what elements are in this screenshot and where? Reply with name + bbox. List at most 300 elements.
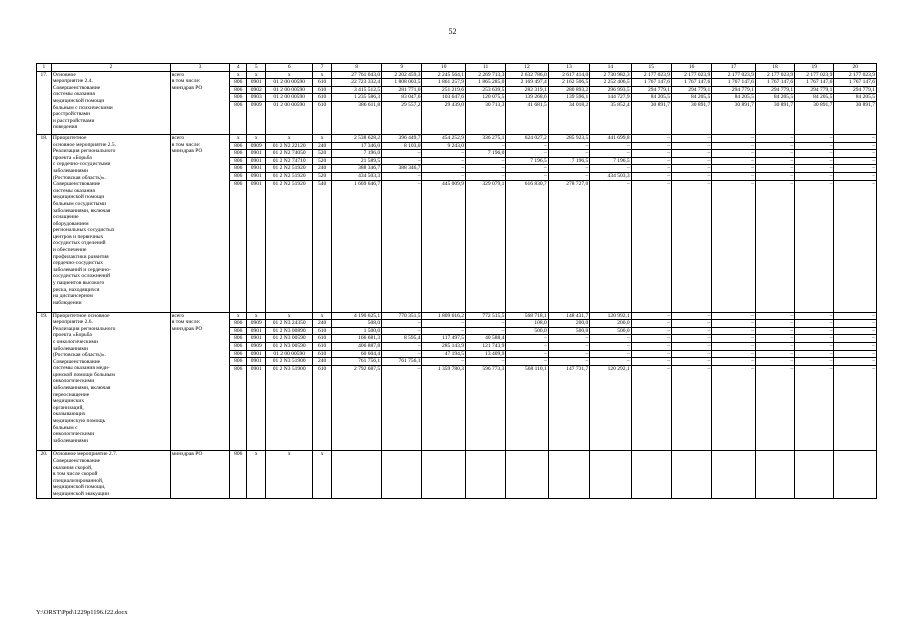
amount-cell: 2 177 023,9 <box>631 71 671 79</box>
amount-cell: 294 779,1 <box>712 86 756 94</box>
amount-cell: 624 027,2 <box>506 134 548 142</box>
measure-name-line: оказывающих <box>52 411 86 418</box>
measure-name <box>51 312 170 451</box>
amount-cell: – <box>382 150 422 158</box>
amount-cell: 2 538 628,2 <box>332 134 382 142</box>
amount-cell: 30 713,3 <box>465 101 505 134</box>
budget-code-cell: 610 <box>313 94 332 102</box>
budget-code-cell: 806 <box>230 350 247 358</box>
amount-cell: – <box>548 142 589 150</box>
amount-cell: – <box>631 150 671 158</box>
budget-code-cell: x <box>230 71 247 79</box>
amount-cell: – <box>834 134 877 142</box>
amount-cell: 294 779,1 <box>834 86 877 94</box>
amount-cell: – <box>712 150 756 158</box>
amount-cell: – <box>631 320 671 328</box>
amount-cell: 282 319,1 <box>506 86 548 94</box>
budget-code-cell: 01 2 N2 51920 <box>266 165 313 173</box>
amount-cell <box>506 451 548 498</box>
budget-code-cell: 01 2 N3 00590 <box>266 335 313 343</box>
amount-cell: 441 699,8 <box>590 134 631 142</box>
column-number-cell: 5 <box>247 64 266 72</box>
column-number-cell: 10 <box>422 64 466 72</box>
amount-cell: – <box>631 312 671 320</box>
budget-code-cell: 610 <box>313 86 332 94</box>
amount-cell: – <box>795 335 834 343</box>
amount-cell: – <box>795 180 834 312</box>
amount-cell: 144 727,9 <box>590 94 631 102</box>
amount-cell: – <box>590 180 631 312</box>
budget-code-cell: 806 <box>230 180 247 312</box>
amount-cell: 2 245 564,1 <box>422 71 466 79</box>
measure-name-line: заболеваниями <box>52 167 88 174</box>
amount-cell: 7 196,0 <box>465 150 505 158</box>
amount-cell: – <box>631 172 671 180</box>
amount-cell: 1 865 285,0 <box>465 79 505 87</box>
amount-cell: – <box>631 142 671 150</box>
amount-cell: 2 177 023,9 <box>795 71 834 79</box>
amount-cell: – <box>506 335 548 343</box>
budget-code-cell: x <box>247 71 266 79</box>
amount-cell: 2 202 459,3 <box>382 71 422 79</box>
measure-name-line: Совершенствование <box>52 84 101 91</box>
budget-code-cell: 610 <box>313 101 332 134</box>
amount-cell: – <box>422 320 466 328</box>
amount-cell: – <box>755 342 794 350</box>
budget-code-cell: x <box>266 134 313 142</box>
executor-line: всего <box>171 71 185 78</box>
amount-cell: – <box>465 142 505 150</box>
amount-cell: – <box>671 134 711 142</box>
budget-code-cell: 01 2 N3 00890 <box>266 327 313 335</box>
amount-cell: 616 830,7 <box>506 180 548 312</box>
measure-name-line: в том числе скорой <box>52 471 98 478</box>
amount-cell: 27 761 043,0 <box>332 71 382 79</box>
amount-cell: – <box>631 342 671 350</box>
amount-cell: 120 075,5 <box>465 94 505 102</box>
amount-cell: – <box>834 358 877 366</box>
amount-cell: – <box>755 358 794 366</box>
amount-cell: – <box>671 180 711 312</box>
budget-code-cell: 0909 <box>247 101 266 134</box>
budget-code-cell: 610 <box>313 79 332 87</box>
amount-cell: 1 500,0 <box>332 327 382 335</box>
amount-cell: 2 177 023,9 <box>712 71 756 79</box>
amount-cell: 1 767 147,6 <box>834 79 877 87</box>
budget-code-cell: 01 2 N3 51900 <box>266 365 313 451</box>
amount-cell: – <box>712 320 756 328</box>
table-row <box>37 71 877 79</box>
amount-cell: 166 681,3 <box>332 335 382 343</box>
amount-cell: – <box>795 165 834 173</box>
measure-name-line: наблюдении <box>52 299 82 306</box>
amount-cell: – <box>712 172 756 180</box>
measure-name-line: заболеваниями, включая <box>52 385 111 392</box>
column-number-cell: 16 <box>671 64 711 72</box>
amount-cell: – <box>834 350 877 358</box>
amount-cell: 1 767 147,6 <box>755 79 794 87</box>
executor-line: всего <box>171 312 185 319</box>
budget-code-cell: 806 <box>230 157 247 165</box>
measure-name-line: больным сосудистыми <box>52 200 106 207</box>
budget-code-cell: 520 <box>313 150 332 158</box>
amount-cell: 22 723 332,4 <box>332 79 382 87</box>
measure-name-line: профилактики развития <box>52 253 109 260</box>
amount-cell: – <box>712 342 756 350</box>
measure-name-line: у пациентов высокого <box>52 280 105 287</box>
amount-cell: – <box>834 335 877 343</box>
measure-name-line: системы оказания <box>52 187 95 194</box>
amount-cell: 1 861 257,9 <box>422 79 466 87</box>
budget-code-cell: 01 2 00 00590 <box>266 101 313 134</box>
amount-cell: – <box>795 342 834 350</box>
column-number-cell: 9 <box>382 64 422 72</box>
amount-cell: – <box>590 150 631 158</box>
amount-cell: – <box>548 150 589 158</box>
budget-code-cell: x <box>266 71 313 79</box>
amount-cell: 120 292,1 <box>590 365 631 451</box>
amount-cell: 30 891,7 <box>795 101 834 134</box>
amount-cell: 2 162 506,5 <box>548 79 589 87</box>
amount-cell: – <box>631 350 671 358</box>
amount-cell: – <box>671 350 711 358</box>
table-row <box>37 134 877 142</box>
amount-cell <box>671 451 711 498</box>
amount-cell: 83 047,6 <box>382 94 422 102</box>
budget-code-cell: 0901 <box>247 157 266 165</box>
budget-code-cell: 01 2 N2 51920 <box>266 180 313 312</box>
amount-cell: 500,0 <box>590 327 631 335</box>
amount-cell: – <box>755 172 794 180</box>
executor-line: минздрав РО <box>171 148 203 155</box>
measure-name-line: мероприятие 2.6. <box>52 319 93 326</box>
amount-cell: – <box>712 180 756 312</box>
column-number-cell: 20 <box>834 64 877 72</box>
measure-name-line: (Ростовская область)». <box>52 174 106 181</box>
budget-code-cell: 520 <box>313 172 332 180</box>
amount-cell: – <box>631 134 671 142</box>
measure-name-line: больным с <box>52 424 78 431</box>
amount-cell: – <box>834 150 877 158</box>
budget-code-cell: 806 <box>230 79 247 87</box>
measure-name-line: основное мероприятие 2.5. <box>52 141 117 148</box>
amount-cell: 147 731,7 <box>548 365 589 451</box>
column-number-cell: 15 <box>631 64 671 72</box>
amount-cell: 596 773,3 <box>465 365 505 451</box>
budget-code-cell: 806 <box>230 94 247 102</box>
measure-name-line: расстройствами <box>52 111 91 118</box>
amount-cell: 336 275,1 <box>465 134 505 142</box>
budget-code-cell: 01 2 00 00590 <box>266 79 313 87</box>
amount-cell: 84 205,5 <box>834 94 877 102</box>
amount-cell <box>382 451 422 498</box>
amount-cell: 508,0 <box>332 320 382 328</box>
measure-name-line: поведения <box>52 124 78 131</box>
amount-cell: – <box>755 335 794 343</box>
budget-code-cell: 01 2 N3 24350 <box>266 320 313 328</box>
measure-name-line: больным с психическими <box>52 104 113 111</box>
measure-name-line: медицинской помощи <box>52 97 105 104</box>
budget-code-cell: 240 <box>313 165 332 173</box>
amount-cell: – <box>712 335 756 343</box>
amount-cell: 29 557,2 <box>382 101 422 134</box>
amount-cell <box>834 451 877 498</box>
measure-name-line: заболеваниями, включая <box>52 207 111 214</box>
amount-cell: 329 079,1 <box>465 180 505 312</box>
amount-cell: 2 177 023,9 <box>755 71 794 79</box>
measure-name-line: организаций, <box>52 404 84 411</box>
amount-cell <box>712 451 756 498</box>
measure-name <box>51 71 170 134</box>
amount-cell: 388 346,7 <box>332 165 382 173</box>
amount-cell: 3 415 512,5 <box>332 86 382 94</box>
amount-cell: – <box>465 320 505 328</box>
amount-cell: 40 588,4 <box>465 335 505 343</box>
amount-cell: – <box>506 165 548 173</box>
measure-name-line: сердечно-сосудистых <box>52 260 104 267</box>
amount-cell: 200,0 <box>590 320 631 328</box>
amount-cell: – <box>671 335 711 343</box>
budget-code-cell: 806 <box>230 86 247 94</box>
executor-line: в том числе: <box>171 78 201 85</box>
column-number-cell: 8 <box>332 64 382 72</box>
amount-cell: – <box>795 134 834 142</box>
amount-cell: – <box>382 342 422 350</box>
amount-cell: 388 346,7 <box>382 165 422 173</box>
amount-cell: 84 205,5 <box>631 94 671 102</box>
amount-cell: – <box>834 172 877 180</box>
amount-cell: – <box>795 142 834 150</box>
amount-cell: 8 103,0 <box>382 142 422 150</box>
amount-cell: 29 439,0 <box>422 101 466 134</box>
amount-cell: – <box>755 157 794 165</box>
measure-name-line: Основное <box>52 71 76 78</box>
budget-code-cell: x <box>313 312 332 320</box>
budget-code-cell: 610 <box>313 350 332 358</box>
measure-name-line: с сердечно-сосудистыми <box>52 161 111 168</box>
amount-cell: 296 993,5 <box>590 86 631 94</box>
amount-cell: 500,0 <box>506 327 548 335</box>
measure-name-line: с онкологическими <box>52 338 98 345</box>
amount-cell: – <box>755 180 794 312</box>
executor-line: минздрав РО <box>171 451 203 458</box>
amount-cell: 1 767 147,6 <box>671 79 711 87</box>
budget-code-cell: x <box>266 312 313 320</box>
amount-cell: 500,0 <box>548 327 589 335</box>
amount-cell: 294 779,1 <box>755 86 794 94</box>
amount-cell: – <box>548 358 589 366</box>
measure-name-line: медицинских <box>52 398 85 405</box>
budget-code-cell: 610 <box>313 335 332 343</box>
executor-cell <box>170 71 229 134</box>
amount-cell: – <box>712 134 756 142</box>
budget-code-cell: x <box>247 451 266 498</box>
amount-cell: 30 891,7 <box>755 101 794 134</box>
amount-cell: 253 639,5 <box>465 86 505 94</box>
executor-line: минздрав РО <box>171 325 203 332</box>
amount-cell: 454 252,9 <box>422 134 466 142</box>
measure-name-line: Совершенствование <box>52 458 101 465</box>
amount-cell: – <box>755 165 794 173</box>
amount-cell: – <box>465 172 505 180</box>
amount-cell: 9 243,0 <box>422 142 466 150</box>
measure-name-line: заболеваниями <box>52 437 88 444</box>
amount-cell: – <box>712 165 756 173</box>
amount-cell: 2 177 023,9 <box>671 71 711 79</box>
amount-cell <box>755 451 794 498</box>
budget-code-cell: 806 <box>230 142 247 150</box>
amount-cell: – <box>834 142 877 150</box>
column-number-cell: 18 <box>755 64 794 72</box>
amount-cell: – <box>506 358 548 366</box>
amount-cell: – <box>755 142 794 150</box>
amount-cell: 434 503,3 <box>590 172 631 180</box>
amount-cell: 13 409,9 <box>465 350 505 358</box>
measure-name-line: региональных сосудистых <box>52 227 115 234</box>
amount-cell <box>795 451 834 498</box>
amount-cell: – <box>631 157 671 165</box>
amount-cell: – <box>712 142 756 150</box>
budget-code-cell: 806 <box>230 342 247 350</box>
budget-code-cell: 01 2 00 00590 <box>266 94 313 102</box>
amount-cell: – <box>834 365 877 451</box>
amount-cell <box>332 451 382 498</box>
measure-name-line: медицинскую помощь <box>52 418 106 425</box>
amount-cell: – <box>590 142 631 150</box>
amount-cell: 280 893,2 <box>548 86 589 94</box>
measure-name-line: онкологическими <box>52 431 95 438</box>
amount-cell: – <box>506 350 548 358</box>
amount-cell: – <box>795 150 834 158</box>
amount-cell: – <box>548 172 589 180</box>
footer-path: Y:\ORST\Ppd\1229p1196.f22.docx <box>36 609 128 616</box>
measure-name-line: сосудистых отделений <box>52 240 106 247</box>
amount-cell: – <box>422 150 466 158</box>
budget-table <box>36 63 877 499</box>
amount-cell: – <box>834 180 877 312</box>
measure-name-line: Совершенствование <box>52 181 101 188</box>
measure-name-line: медицинской эвакуации <box>52 491 110 498</box>
measure-name-line: специализированной, <box>52 477 104 484</box>
budget-code-cell: x <box>247 312 266 320</box>
budget-code-cell: 806 <box>230 150 247 158</box>
budget-code-cell: 0901 <box>247 358 266 366</box>
amount-cell: – <box>795 327 834 335</box>
budget-code-cell: 240 <box>313 320 332 328</box>
amount-cell: – <box>834 327 877 335</box>
column-number-cell: 3 <box>170 64 229 72</box>
amount-cell: – <box>548 165 589 173</box>
amount-cell: 103 647,6 <box>422 94 466 102</box>
amount-cell: – <box>834 342 877 350</box>
amount-cell: – <box>671 320 711 328</box>
amount-cell <box>422 451 466 498</box>
amount-cell: – <box>422 172 466 180</box>
budget-code-cell: x <box>230 134 247 142</box>
amount-cell: – <box>465 358 505 366</box>
amount-cell: 35 852,4 <box>590 101 631 134</box>
budget-code-cell: 01 2 N3 51900 <box>266 358 313 366</box>
column-number-cell: 1 <box>37 64 52 72</box>
amount-cell: – <box>422 327 466 335</box>
executor-cell <box>170 134 229 312</box>
amount-cell: 406 887,8 <box>332 342 382 350</box>
amount-cell: 294 779,1 <box>671 86 711 94</box>
budget-code-cell: 0903 <box>247 94 266 102</box>
budget-code-cell: 01 2 N2 51920 <box>266 172 313 180</box>
amount-cell: – <box>590 342 631 350</box>
amount-cell: 1 669 646,7 <box>332 180 382 312</box>
measure-name-line: заболеваний и сердечно- <box>52 266 111 273</box>
budget-code-cell: 0901 <box>247 335 266 343</box>
budget-code-cell: 806 <box>230 165 247 173</box>
budget-code-cell: 806 <box>230 358 247 366</box>
measure-name-line: системы оказания <box>52 91 95 98</box>
executor-line: всего <box>171 134 185 141</box>
amount-cell: – <box>712 312 756 320</box>
amount-cell: – <box>671 142 711 150</box>
amount-cell: 30 891,7 <box>834 101 877 134</box>
amount-cell: 2 169 497,4 <box>506 79 548 87</box>
measure-name <box>51 134 170 312</box>
amount-cell: – <box>631 335 671 343</box>
amount-cell: 84 205,5 <box>671 94 711 102</box>
budget-code-cell: x <box>313 134 332 142</box>
column-number-cell: 6 <box>266 64 313 72</box>
measure-name-line: оказания скорой, <box>52 464 93 471</box>
amount-cell: 285 143,9 <box>422 342 466 350</box>
amount-cell: 568 110,1 <box>506 365 548 451</box>
budget-code-cell: 0909 <box>247 320 266 328</box>
amount-cell: – <box>755 134 794 142</box>
amount-cell: – <box>422 358 466 366</box>
amount-cell: – <box>795 312 834 320</box>
column-number-cell: 7 <box>313 64 332 72</box>
amount-cell: 200,0 <box>548 320 589 328</box>
amount-cell: – <box>795 365 834 451</box>
row-number: 20. <box>37 451 52 498</box>
measure-name-line: проекта «Борьба <box>52 332 92 339</box>
amount-cell: – <box>382 327 422 335</box>
amount-cell: – <box>671 165 711 173</box>
budget-code-cell: 01 2 N2 22120 <box>266 142 313 150</box>
measure-name-line: Реализация регионального <box>52 148 116 155</box>
measure-name-line: центров и первичных <box>52 233 104 240</box>
measure-name-line: оборудованием <box>52 220 89 227</box>
amount-cell: – <box>465 157 505 165</box>
budget-code-cell: 0901 <box>247 350 266 358</box>
amount-cell: – <box>465 165 505 173</box>
amount-cell: – <box>755 365 794 451</box>
amount-cell: – <box>671 365 711 451</box>
amount-cell: – <box>795 320 834 328</box>
amount-cell: – <box>382 365 422 451</box>
amount-cell: – <box>590 350 631 358</box>
measure-name-line: оснащение <box>52 214 79 221</box>
amount-cell: – <box>795 157 834 165</box>
amount-cell: 770 351,5 <box>382 312 422 320</box>
amount-cell <box>631 451 671 498</box>
amount-cell: 84 205,5 <box>712 94 756 102</box>
measure-name-line: и обеспечение <box>52 247 87 254</box>
column-number-cell: 17 <box>712 64 756 72</box>
amount-cell: – <box>631 365 671 451</box>
budget-code-cell: 806 <box>230 172 247 180</box>
amount-cell: – <box>712 350 756 358</box>
amount-cell: 2 617 414,0 <box>548 71 589 79</box>
amount-cell: 108,0 <box>506 320 548 328</box>
amount-cell: 2 792 687,5 <box>332 365 382 451</box>
